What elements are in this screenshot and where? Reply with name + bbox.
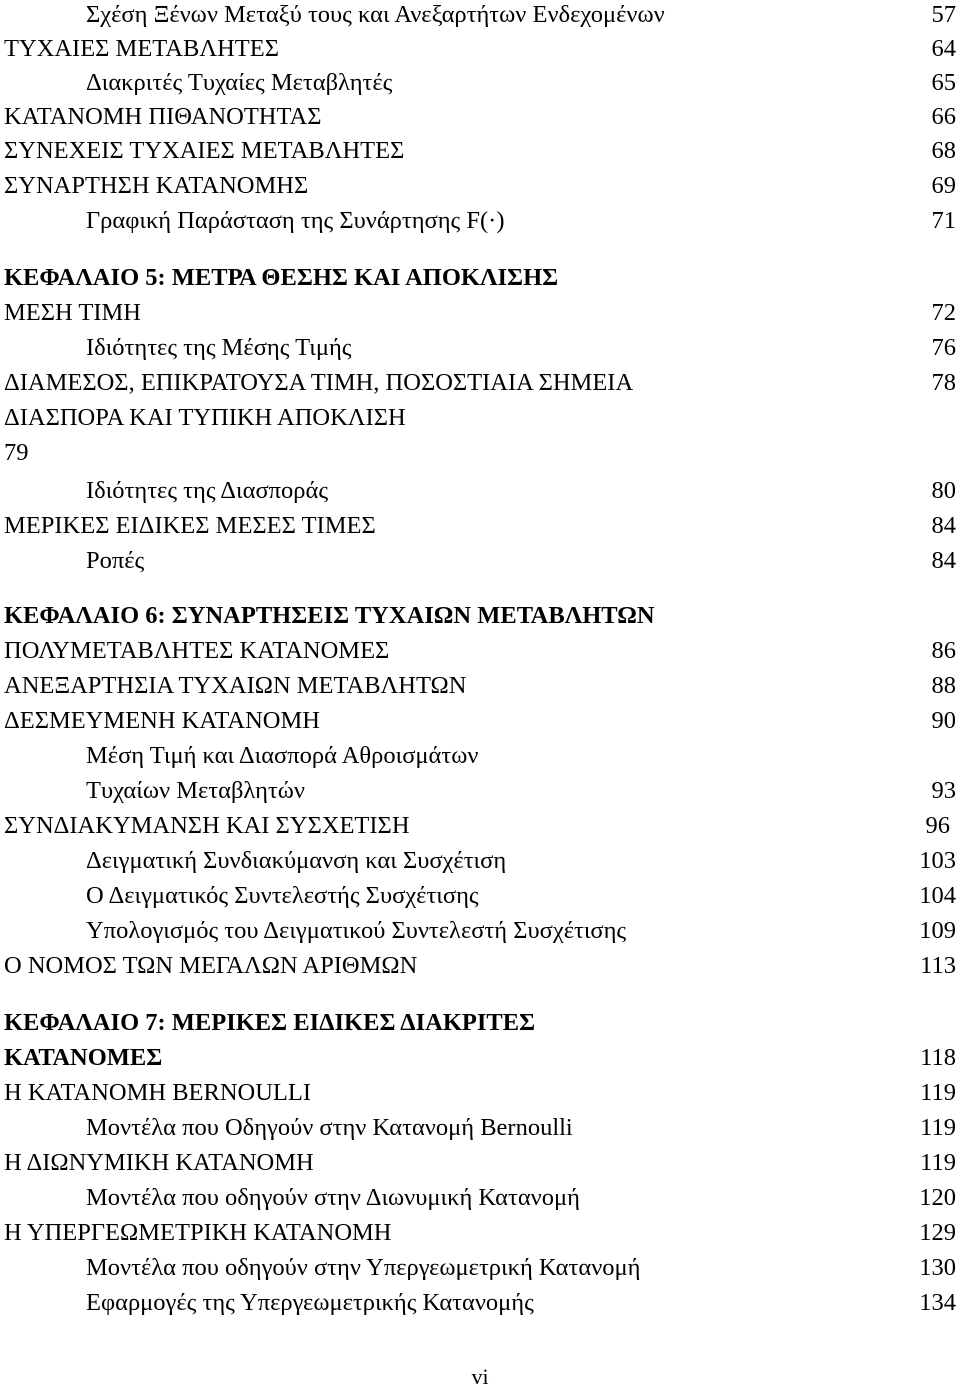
toc-entry	[86, 881, 956, 911]
toc-entry-page: 90	[931, 707, 956, 734]
toc-entry	[4, 1078, 956, 1108]
toc-entry	[4, 706, 956, 736]
toc-entry	[4, 368, 956, 398]
toc-entry-title: Μέση Τιμή και Διασπορά Αθροισμάτων	[86, 742, 479, 769]
chapter-title: ΚΑΤΑΝΟΜΕΣ	[4, 1044, 163, 1071]
toc-entry-page: 76	[931, 334, 956, 361]
toc-entry	[86, 546, 956, 576]
toc-entry	[4, 298, 956, 328]
toc-entry-title: Ο Δειγματικός Συντελεστής Συσχέτισης	[86, 882, 479, 909]
toc-entry-title: ΣΥΝΔΙΑΚΥΜΑΝΣΗ ΚΑΙ ΣΥΣΧΕΤΙΣΗ	[4, 812, 410, 839]
toc-entry-title: Η ΥΠΕΡΓΕΩΜΕΤΡΙΚΗ ΚΑΤΑΝΟΜΗ	[4, 1219, 392, 1246]
toc-entry	[4, 403, 956, 433]
chapter-heading	[4, 601, 956, 631]
toc-entry-title: ΔΙΑΜΕΣΟΣ, ΕΠΙΚΡΑΤΟΥΣΑ ΤΙΜΗ, ΠΟΣΟΣΤΙΑΙΑ ΣΗΜΕΙΑ	[4, 369, 634, 396]
toc-entry	[86, 206, 956, 236]
toc-entry-page: 129	[919, 1219, 956, 1246]
toc-entry-page: 93	[931, 777, 956, 804]
toc-entry	[86, 741, 956, 771]
toc-entry-title: Ιδιότητες της Μέσης Τιμής	[86, 334, 352, 361]
toc-entry	[86, 0, 956, 30]
toc-entry	[4, 438, 956, 468]
toc-entry-title: Ροπές	[86, 547, 145, 574]
toc-entry	[86, 68, 956, 98]
toc-entry	[86, 1253, 956, 1283]
toc-entry-title: Η ΔΙΩΝΥΜΙΚΗ ΚΑΤΑΝΟΜΗ	[4, 1149, 314, 1176]
toc-entry-page: 66	[931, 103, 956, 130]
toc-entry-page: 65	[931, 69, 956, 96]
toc-entry-title: ΔΙΑΣΠΟΡΑ ΚΑΙ ΤΥΠΙΚΗ ΑΠΟΚΛΙΣΗ	[4, 404, 406, 431]
toc-entry-page: 68	[931, 137, 956, 164]
toc-entry-page: 64	[931, 35, 956, 62]
toc-entry-title: ΔΕΣΜΕΥΜΕΝΗ ΚΑΤΑΝΟΜΗ	[4, 707, 320, 734]
toc-entry-title: ΜΕΣΗ ΤΙΜΗ	[4, 299, 141, 326]
toc-entry-page: 57	[931, 1, 956, 28]
chapter-title: ΚΕΦΑΛΑΙΟ 5: ΜΕΤΡΑ ΘΕΣΗΣ ΚΑΙ ΑΠΟΚΛΙΣΗΣ	[4, 264, 559, 291]
toc-entry-page: 78	[931, 369, 956, 396]
toc-entry-page: 130	[919, 1254, 956, 1281]
toc-entry	[4, 511, 956, 541]
toc-entry	[86, 916, 956, 946]
chapter-heading	[4, 1008, 956, 1038]
toc-entry-title: Σχέση Ξένων Μεταξύ τους και Ανεξαρτήτων Ενδεχομένων	[86, 1, 665, 28]
toc-entry-page: 103	[919, 847, 956, 874]
toc-entry-title: 79	[4, 439, 29, 466]
toc-entry-title: Μοντέλα που οδηγούν στην Διωνυμική Κατανομή	[86, 1184, 580, 1211]
page-number: vi	[471, 1364, 489, 1389]
toc-entry-title: ΜΕΡΙΚΕΣ ΕΙΔΙΚΕΣ ΜΕΣΕΣ ΤΙΜΕΣ	[4, 512, 376, 539]
toc-entry-page: 88	[931, 672, 956, 699]
toc-entry	[4, 34, 956, 64]
toc-entry	[86, 1183, 956, 1213]
chapter-heading	[4, 263, 956, 293]
toc-entry-page: 118	[920, 1044, 956, 1071]
toc-entry	[86, 846, 956, 876]
toc-entry-title: Μοντέλα που Οδηγούν στην Κατανομή Bernoulli	[86, 1114, 573, 1141]
toc-entry-title: Εφαρμογές της Υπεργεωμετρικής Κατανομής	[86, 1289, 534, 1316]
toc-entry	[4, 671, 956, 701]
toc-entry-title: Η ΚΑΤΑΝΟΜΗ BERNOULLI	[4, 1079, 312, 1106]
toc-entry-page: 80	[931, 477, 956, 504]
chapter-title: ΚΕΦΑΛΑΙΟ 7: ΜΕΡΙΚΕΣ ΕΙΔΙΚΕΣ ΔΙΑΚΡΙΤΕΣ	[4, 1009, 536, 1036]
toc-entry-page: 96	[925, 812, 950, 839]
toc-entry-title: ΑΝΕΞΑΡΤΗΣΙΑ ΤΥΧΑΙΩΝ ΜΕΤΑΒΛΗΤΩΝ	[4, 672, 467, 699]
toc-entry-page: 104	[919, 882, 956, 909]
toc-entry-title: Γραφική Παράσταση της Συνάρτησης F(·)	[86, 207, 505, 234]
toc-entry-title: ΚΑΤΑΝΟΜΗ ΠΙΘΑΝΟΤΗΤΑΣ	[4, 103, 322, 130]
toc-entry-page: 84	[931, 547, 956, 574]
toc-entry-page: 109	[919, 917, 956, 944]
toc-entry-title: ΣΥΝΕΧΕΙΣ ΤΥΧΑΙΕΣ ΜΕΤΑΒΛΗΤΕΣ	[4, 137, 405, 164]
toc-entry-title: Τυχαίων Μεταβλητών	[86, 777, 305, 804]
toc-entry	[4, 171, 956, 201]
chapter-title: ΚΕΦΑΛΑΙΟ 6: ΣΥΝΑΡΤΗΣΕΙΣ ΤΥΧΑΙΩΝ ΜΕΤΑΒΛΗΤΩΝ	[4, 602, 655, 629]
toc-entry-page: 120	[919, 1184, 956, 1211]
toc-entry-title: ΤΥΧΑΙΕΣ ΜΕΤΑΒΛΗΤΕΣ	[4, 35, 279, 62]
toc-entry	[86, 1113, 956, 1143]
toc-entry-title: Ιδιότητες της Διασποράς	[86, 477, 329, 504]
toc-entry-page: 69	[931, 172, 956, 199]
toc-entry-page: 71	[931, 207, 956, 234]
toc-entry	[4, 102, 956, 132]
toc-entry-page: 84	[931, 512, 956, 539]
toc-entry-page: 72	[931, 299, 956, 326]
toc-entry	[86, 776, 956, 806]
toc-entry	[4, 811, 950, 841]
toc-entry	[4, 136, 956, 166]
toc-entry	[4, 1218, 956, 1248]
toc-entry-page: 119	[920, 1149, 956, 1176]
toc-entry-page: 119	[920, 1114, 956, 1141]
toc-entry	[4, 1148, 956, 1178]
toc-entry-page: 113	[920, 952, 956, 979]
toc-entry-page: 119	[920, 1079, 956, 1106]
toc-entry-title: Ο ΝΟΜΟΣ ΤΩΝ ΜΕΓΑΛΩΝ ΑΡΙΘΜΩΝ	[4, 952, 418, 979]
toc-entry	[86, 476, 956, 506]
toc-entry-page: 86	[931, 637, 956, 664]
toc-entry	[4, 951, 956, 981]
toc-entry	[86, 1288, 956, 1318]
chapter-heading	[4, 1043, 956, 1073]
toc-entry-title: ΣΥΝΑΡΤΗΣΗ ΚΑΤΑΝΟΜΗΣ	[4, 172, 309, 199]
toc-entry-title: Δειγματική Συνδιακύμανση και Συσχέτιση	[86, 847, 507, 874]
toc-entry	[86, 333, 956, 363]
toc-entry-title: Μοντέλα που οδηγούν στην Υπεργεωμετρική Κατανομή	[86, 1254, 641, 1281]
toc-entry	[4, 636, 956, 666]
toc-entry-title: Διακριτές Τυχαίες Μεταβλητές	[86, 69, 393, 96]
toc-entry-title: ΠΟΛΥΜΕΤΑΒΛΗΤΕΣ ΚΑΤΑΝΟΜΕΣ	[4, 637, 390, 664]
toc-entry-title: Υπολογισμός του Δειγματικού Συντελεστή Συσχέτισης	[86, 917, 627, 944]
toc-entry-page: 134	[919, 1289, 956, 1316]
